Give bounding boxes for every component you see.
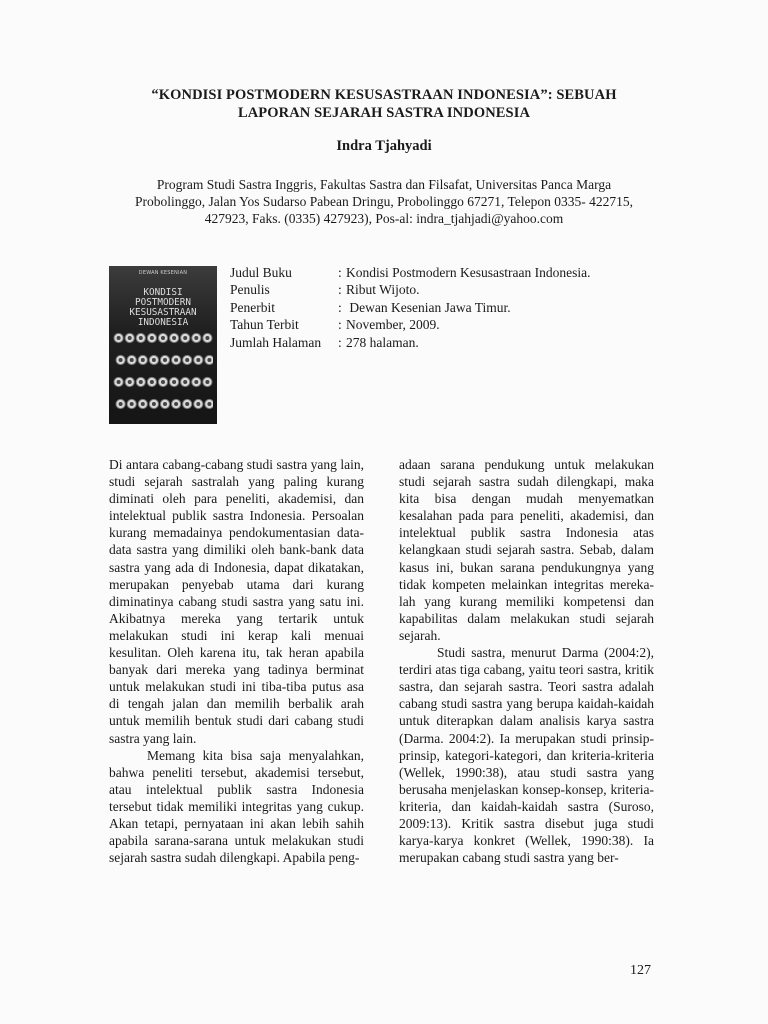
typewriter-key-center [161,336,165,340]
title-line-2: LAPORAN SEJARAH SASTRA INDONESIA [237,105,531,121]
typewriter-key-center [194,336,198,340]
typewriter-key-center [174,402,178,406]
body-paragraph: Memang kita bisa saja menyalahkan, bahwa peneliti tersebut, akademisi tersebut, atau intelektual publik sastra Indonesia tersebut tidak memiliki integritas yang cukup. Akan tetapi, pernyataan ini akan lebih sahih apabila sarana-sarana untuk melakukan studi sejarah sastra sudah dilengkapi. Apabila peng- [109,747,364,866]
typewriter-key-center [130,358,134,362]
typewriter-key-center [172,380,176,384]
meta-separator: : [338,317,342,333]
meta-separator: : [338,334,342,350]
author-affiliation [100,176,668,227]
typewriter-keys-image [113,324,213,420]
typewriter-key-center [130,402,134,406]
typewriter-key-center [139,336,143,340]
typewriter-key-center [205,336,209,340]
affiliation-line: Probolinggo, Jalan Yos Sudarso Pabean Dringu, Probolinggo 67271, Telepon 0335- 422715, [135,194,633,209]
typewriter-key-center [207,358,211,362]
typewriter-key-center [119,402,123,406]
typewriter-key-center [183,336,187,340]
typewriter-key-center [139,380,143,384]
typewriter-key-center [183,380,187,384]
typewriter-key-center [152,358,156,362]
meta-label: Judul Buku [230,264,292,280]
meta-value: Ribut Wijoto. [346,282,420,298]
typewriter-key-center [117,380,121,384]
affiliation-line: 427923, Faks. (0335) 427923), Pos-al: indra_tjahjadi@yahoo.com [204,211,564,226]
book-cover-image [109,266,217,424]
author-name: Indra Tjahyadi [336,138,432,154]
meta-value: 278 halaman. [346,334,419,350]
meta-separator: : [338,282,342,298]
typewriter-key-center [141,402,145,406]
cover-title-line: POSTMODERN [135,297,191,308]
meta-row-author [230,282,590,300]
typewriter-key-center [150,336,154,340]
meta-value: November, 2009. [346,317,440,333]
cover-publisher: DEWAN KESENIAN [138,270,188,276]
typewriter-key-center [161,380,165,384]
cover-title-line: INDONESIA [137,317,189,328]
typewriter-key-center [163,358,167,362]
meta-separator: : [338,264,342,280]
page-number: 127 [630,963,651,978]
meta-value: Kondisi Postmodern Kesusastraan Indonesia. [346,264,591,280]
body-paragraph: adaan sarana pendukung untuk melakukan studi sejarah sastra sudah dilengkapi, maka kita bisa dengan mudah menyematkan kesalahan pada para peneliti, akademisi, dan intelektual publik sastra Indonesia atas kelangkaan studi sejarah sastra. Sebab, dalam kasus ini, bukan sarana pendukungnya yang tidak kompeten melainkan integritas mereka-lah yang kurang memiliki kompetensi dan kapabilitas dalam melakukan studi sejarah sejarah. [399,457,654,643]
typewriter-key-center [207,402,211,406]
body-paragraph: Di antara cabang-cabang studi sastra yang lain, studi sejarah sastralah yang paling kurang diminati oleh para peneliti, akademisi, dan intelektual publik sastra Indonesia. Persoalan kurang memadainya pendokumentasian data-data sastra yang dimiliki oleh bank-bank data sastra yang ada di Indonesia, dapat dikatakan, merupakan penyebab utama dari kurang diminatinya cabang studi sastra yang satu ini. Akibatnya mereka yang tertarik untuk melakukan studi ini kerap kali menuai kesulitan. Oleh karena itu, tak heran apabila banyak dari mereka yang tadinya berminat untuk melakukan studi ini tiba-tiba putus asa di tengah jalan dan memilih berbalik arah untuk memilih bentuk studi dari cabang studi sastra yang lain. [109,457,364,746]
cover-title-line: KESUSASTRAAN [129,307,197,318]
typewriter-key-center [196,402,200,406]
typewriter-key-center [117,336,121,340]
body-column-right [399,456,654,866]
meta-row-year [230,317,590,335]
cover-title [115,288,211,328]
meta-label: Jumlah Halaman [230,334,322,350]
title-line-1: “KONDISI POSTMODERN KESUSASTRAAN INDONESIA”: SEBUAH [151,87,617,103]
typewriter-key-center [172,336,176,340]
meta-label: Penulis [230,282,270,298]
typewriter-key-center [185,358,189,362]
cover-title-line: KONDISI [143,287,183,298]
typewriter-key-center [174,358,178,362]
typewriter-key-center [194,380,198,384]
body-paragraph: Studi sastra, menurut Darma (2004:2), terdiri atas tiga cabang, yaitu teori sastra, kritik sastra, dan sejarah sastra. Teori sastra adalah cabang studi sastra yang berupa kaidah-kaidah untuk diterapkan dalam analisis karya sastra (Darma. 2004:2). Ia merupakan studi prinsip-prinsip, kategori-kategori, dan kriteria-kriteria (Wellek, 1990:38), atau studi sastra yang berusaha menjelaskan konsep-konsep, kriteria-kriteria, dan kaidah-kaidah sastra (Suroso, 2009:13). Kritik sastra disebut juga studi karya-karya konkret (Wellek, 1990:38). Ia merupakan cabang studi sastra yang ber- [399,645,654,866]
meta-value: Dewan Kesenian Jawa Timur. [346,299,511,315]
typewriter-key-center [128,336,132,340]
typewriter-key-center [163,402,167,406]
meta-row-pages [230,334,590,352]
typewriter-key-center [150,380,154,384]
affiliation-line: Program Studi Sastra Inggris, Fakultas Sastra dan Filsafat, Universitas Panca Marga [156,177,612,192]
meta-row-publisher [230,299,590,317]
book-metadata [230,264,590,352]
typewriter-key-center [128,380,132,384]
typewriter-key-center [152,402,156,406]
meta-label: Tahun Terbit [230,317,299,333]
body-column-left [109,456,364,866]
meta-separator: : [338,299,342,315]
meta-row-title [230,264,590,282]
typewriter-key-center [205,380,209,384]
typewriter-key-center [119,358,123,362]
typewriter-key-center [141,358,145,362]
meta-label: Penerbit [230,299,275,315]
article-title [100,86,668,122]
typewriter-key-center [196,358,200,362]
typewriter-key-center [185,402,189,406]
